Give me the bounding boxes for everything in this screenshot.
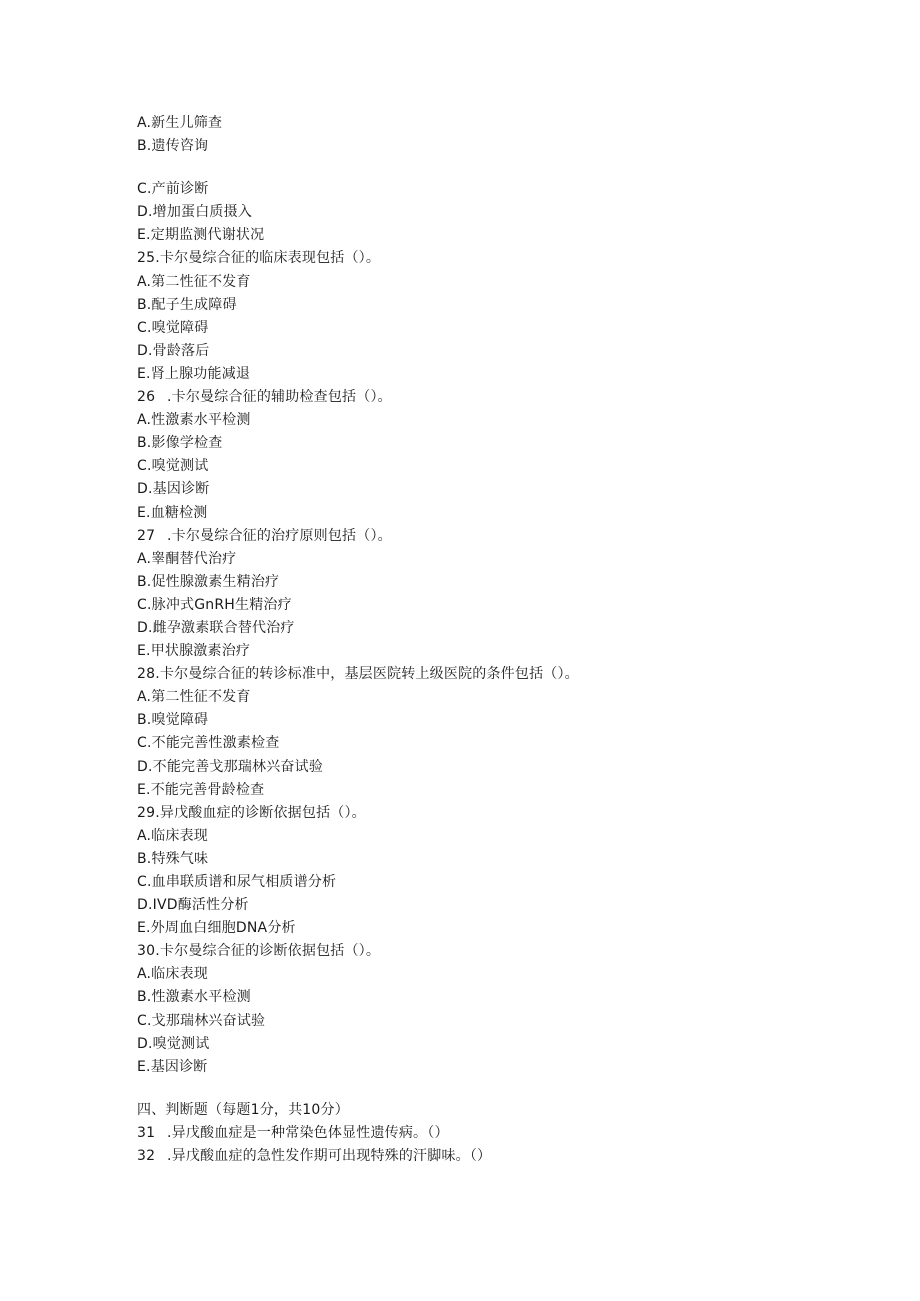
option-line: C.血串联质谱和尿气相质谱分析 — [137, 874, 337, 890]
question-number: 26 — [137, 389, 156, 406]
option-line: E.基因诊断 — [137, 1058, 208, 1075]
question-text: .异戊酸血症的急性发作期可出现特殊的汗脚味。（） — [167, 1148, 492, 1165]
question-text: .卡尔曼综合征的治疗原则包括（）。 — [167, 527, 392, 544]
option-line: D.雌孕激素联合替代治疗 — [137, 619, 295, 636]
option-line: E.外周血白细胞DNA分析 — [137, 920, 296, 937]
question-number: 32 — [137, 1148, 156, 1165]
option-line: C.戈那瑞林兴奋试验 — [137, 1012, 266, 1029]
option-line: B.遗传咨询 — [137, 138, 209, 155]
question-25: 25.卡尔曼综合征的临床表现包括（）。 — [137, 250, 381, 267]
option-line: E.不能完善骨龄检查 — [137, 781, 265, 798]
spacer — [137, 1079, 857, 1099]
option-line: C.产前诊断 — [137, 181, 209, 198]
question-26 — [137, 386, 857, 409]
option-line: D.不能完善戈那瑞林兴奋试验 — [137, 758, 324, 775]
option-line: A.临床表现 — [137, 966, 208, 983]
option-line: B.影像学检查 — [137, 435, 223, 452]
option-line: D.嗅觉测试 — [137, 1035, 210, 1052]
question-27 — [137, 525, 857, 548]
option-line: C.不能完善性激素检查 — [137, 735, 280, 752]
option-line: A.第二性征不发育 — [137, 273, 251, 290]
option-line: B.性激素水平检测 — [137, 989, 251, 1006]
question-28: 28.卡尔曼综合征的转诊标准中，基层医院转上级医院的条件包括（）。 — [137, 666, 579, 683]
question-30: 30.卡尔曼综合征的诊断依据包括（）。 — [137, 943, 381, 960]
option-line: C.脉冲式GnRH生精治疗 — [137, 596, 292, 613]
question-31 — [137, 1122, 857, 1145]
option-line: D.增加蛋白质摄入 — [137, 204, 253, 221]
option-line: B.特殊气味 — [137, 850, 209, 867]
option-line: D.骨龄落后 — [137, 342, 210, 359]
option-line: D.IVD酶活性分析 — [137, 897, 249, 914]
option-line: A.性激素水平检测 — [137, 412, 251, 429]
option-line: C.嗅觉测试 — [137, 458, 209, 475]
option-line: A.新生儿筛查 — [137, 115, 223, 131]
option-line: B.促性腺激素生精治疗 — [137, 573, 280, 590]
question-number: 27 — [137, 527, 156, 544]
spacer — [137, 158, 857, 178]
question-32 — [137, 1145, 857, 1168]
question-number: 31 — [137, 1124, 156, 1141]
option-line: E.肾上腺功能减退 — [137, 365, 251, 382]
question-text: .卡尔曼综合征的辅助检查包括（）。 — [167, 389, 392, 406]
option-line: D.基因诊断 — [137, 481, 210, 498]
section-heading: 四、判断题（每题1分，共10分） — [137, 1101, 349, 1118]
option-line: A.睾酮替代治疗 — [137, 550, 237, 567]
option-line: A.临床表现 — [137, 827, 208, 844]
option-line: E.血糖检测 — [137, 504, 208, 521]
option-line: E.定期监测代谢状况 — [137, 227, 265, 244]
option-line: B.嗅觉障碍 — [137, 712, 209, 729]
option-line: A.第二性征不发育 — [137, 689, 251, 706]
question-29: 29.异戊酸血症的诊断依据包括（）。 — [137, 804, 366, 821]
option-line: C.嗅觉障碍 — [137, 319, 209, 336]
question-text: .异戊酸血症是一种常染色体显性遗传病。（） — [167, 1124, 449, 1141]
question-content — [137, 112, 857, 1168]
option-line: E.甲状腺激素治疗 — [137, 643, 251, 660]
option-line: B.配子生成障碍 — [137, 296, 237, 313]
